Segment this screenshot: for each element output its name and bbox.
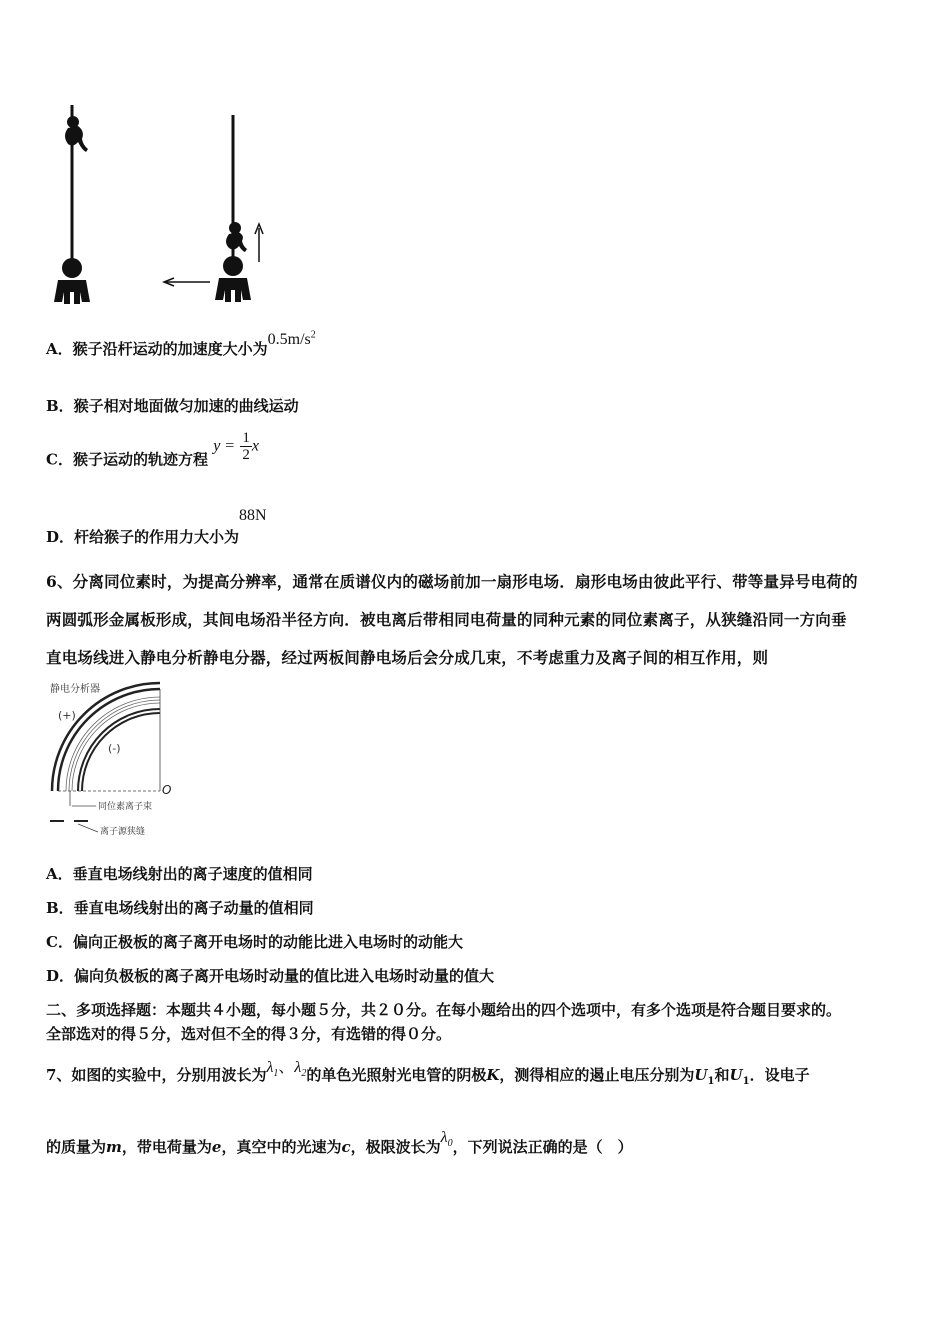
beam-label: 同位素离子束 xyxy=(98,802,153,812)
person-icon-left xyxy=(54,258,90,304)
q5-option-b: B．猴子相对地面做匀加速的曲线运动 xyxy=(46,397,299,415)
q5-option-d: D．杆给猴子的作用力大小为88N xyxy=(46,507,267,546)
slit-label: 离子源狭缝 xyxy=(100,827,146,837)
figure-title: 静电分析器 xyxy=(50,684,100,695)
monkey-pole-figure xyxy=(40,100,280,310)
math-accel: $0.5m/s^2$ xyxy=(267,329,316,348)
negative-plate-label: (-) xyxy=(108,742,121,755)
q5-option-c: C．猴子运动的轨迹方程 y = $\frac{1}{2}$ x xyxy=(46,430,259,469)
arrow-up-icon xyxy=(255,224,263,262)
center-label: O xyxy=(162,783,172,797)
monkey-icon-left xyxy=(65,116,88,152)
positive-plate-label: (+) xyxy=(58,709,76,722)
q6-option-d: D．偏向负极板的离子离开电场时动量的值比进入电场时动量的值大 xyxy=(46,967,495,985)
q6-stem: 6、分离同位素时，为提高分辨率，通常在质谱仪内的磁场前加一扇形电场．扇形电场由彼此平行、带等量异号电荷的 两圆弧形金属板形成，其间电场沿半径方向．被电离后带相同电荷量的同种元素的同位素离子，从狭缝沿同一方向垂 直电场线进入静电分析静电分器，经过两板间静电场后会分成几束，不考虑重力及离子间的相互作用，则 xyxy=(46,572,858,667)
electrostatic-analyzer-figure xyxy=(44,680,194,845)
q7-line1: 7、如图的实验中，分别用波长为$\lambda_1$、$\lambda_2$的单色光照射光电管的阴极K，测得相应的遏止电压分别为$U_1$和$U_1$．设电子 xyxy=(46,1059,810,1087)
arrow-left-icon xyxy=(164,278,210,286)
q6-option-c: C．偏向正极板的离子离开电场时的动能比进入电场时的动能大 xyxy=(46,933,463,951)
person-icon-right xyxy=(215,256,251,302)
q6-option-a: A．垂直电场线射出的离子速度的值相同 xyxy=(46,865,313,883)
q6-option-b: B．垂直电场线射出的离子动量的值相同 xyxy=(46,899,314,917)
monkey-icon-right xyxy=(226,222,247,252)
section2-header: 二、多项选择题：本题共４小题，每小题５分，共２０分。在每小题给出的四个选项中，有多个选项是符合题目要求的。 全部选对的得５分，选对但不全的得３分，有选错的得０分。 xyxy=(46,1001,842,1043)
q5-option-a: A．猴子沿杆运动的加速度大小为$0.5m/s^2$ xyxy=(46,329,316,358)
q7-line2: 的质量为m，带电荷量为e，真空中的光速为c，极限波长为$\lambda_0$，下列说法正确的是（ ） xyxy=(46,1129,633,1156)
fraction: $\frac{1}{2}$ xyxy=(242,430,250,463)
